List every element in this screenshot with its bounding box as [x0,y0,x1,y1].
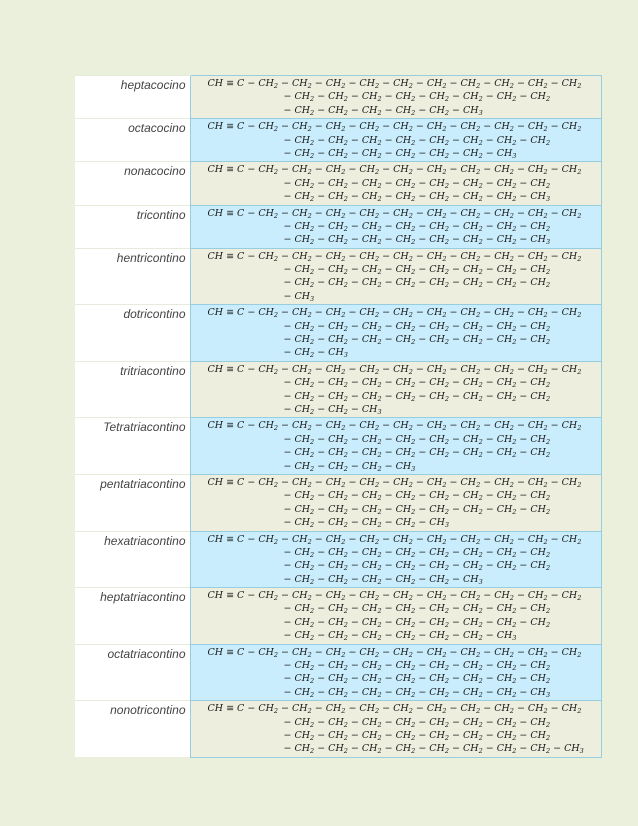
structural-formula [190,205,601,248]
structural-formula [190,474,601,531]
table-row [75,248,601,305]
compound-name: octacocino [75,119,190,162]
formula-line: − $CH_2 - CH_2 - CH_2 - CH_2 - CH_2 - CH_2 - CH_2 - CH_2$ [283,134,551,147]
alkyne-table [75,75,602,758]
formula-line: CH ≡ $C - CH_2 - CH_2 - CH_2 - CH_2 - CH_2 - CH_2 - CH_2 - CH_2 - CH_2 - CH_2$ [207,420,582,433]
formula-line: − $CH_2 - CH_2 - CH_2 - CH_2 - CH_2 - CH_2 - CH_2 - CH_2$ [283,264,551,277]
compound-name: tricontino [75,205,190,248]
formula-line: − $CH_2 - CH_2 - CH_2 - CH_2 - CH_2 - CH_2 - CH_2 - CH_2 - CH_3$ [283,743,584,756]
alkyne-table-body [75,76,601,758]
formula-line: CH ≡ $C - CH_2 - CH_2 - CH_2 - CH_2 - CH_2 - CH_2 - CH_2 - CH_2 - CH_2 - CH_2$ [207,476,582,489]
structural-formula [190,588,601,645]
alkyne-table-page [75,75,601,758]
formula-line: − $CH_2 - CH_2 - CH_2 - CH_2 - CH_2 - CH_3$ [283,573,483,586]
compound-name: nonotricontino [75,701,190,758]
table-row [75,205,601,248]
formula-line: − $CH_2 - CH_2 - CH_2 - CH_2 - CH_2 - CH_2 - CH_2 - CH_2$ [283,603,551,616]
formula-line: − $CH_2 - CH_2 - CH_2 - CH_2 - CH_2 - CH_2 - CH_2 - CH_2$ [283,390,551,403]
table-row [75,531,601,588]
compound-name: hexatriacontino [75,531,190,588]
formula-line: − $CH_3$ [283,290,315,303]
formula-line: − $CH_2 - CH_2 - CH_2 - CH_2 - CH_2 - CH_2 - CH_2 - CH_2$ [283,490,551,503]
formula-line: CH ≡ $C - CH_2 - CH_2 - CH_2 - CH_2 - CH_2 - CH_2 - CH_2 - CH_2 - CH_2 - CH_2$ [207,307,582,320]
formula-line: CH ≡ $C - CH_2 - CH_2 - CH_2 - CH_2 - CH_2 - CH_2 - CH_2 - CH_2 - CH_2 - CH_2$ [207,250,582,263]
formula-line: − $CH_2 - CH_2 - CH_3$ [283,403,382,416]
structural-formula [190,162,601,205]
compound-name: hentricontino [75,248,190,305]
compound-name: octatriacontino [75,644,190,701]
table-row [75,588,601,645]
formula-line: − $CH_2 - CH_3$ [283,347,348,360]
formula-line: CH ≡ $C - CH_2 - CH_2 - CH_2 - CH_2 - CH_2 - CH_2 - CH_2 - CH_2 - CH_2 - CH_2$ [207,646,582,659]
formula-line: − $CH_2 - CH_2 - CH_2 - CH_2 - CH_2 - CH_2 - CH_2 - CH_3$ [283,191,551,204]
formula-line: − $CH_2 - CH_2 - CH_2 - CH_2 - CH_2 - CH_2 - CH_2 - CH_2$ [283,503,551,516]
formula-line: − $CH_2 - CH_2 - CH_2 - CH_2 - CH_2 - CH_2 - CH_2 - CH_2$ [283,716,551,729]
table-row [75,305,601,362]
formula-line: − $CH_2 - CH_2 - CH_2 - CH_2 - CH_2 - CH_2 - CH_2 - CH_2$ [283,673,551,686]
formula-line: − $CH_2 - CH_2 - CH_2 - CH_2 - CH_2 - CH_2 - CH_3$ [283,147,517,160]
formula-line: − $CH_2 - CH_2 - CH_2 - CH_2 - CH_2 - CH_2 - CH_2 - CH_2$ [283,616,551,629]
table-row [75,119,601,162]
formula-line: − $CH_2 - CH_2 - CH_2 - CH_2 - CH_2 - CH_2 - CH_2 - CH_2$ [283,560,551,573]
formula-line: − $CH_2 - CH_2 - CH_2 - CH_2 - CH_2 - CH_2 - CH_2 - CH_2$ [283,277,551,290]
formula-line: − $CH_2 - CH_2 - CH_2 - CH_2 - CH_2 - CH_2 - CH_2 - CH_2$ [283,546,551,559]
compound-name: pentatriacontino [75,474,190,531]
structural-formula [190,76,601,119]
compound-name: tritriacontino [75,361,190,418]
formula-line: − $CH_2 - CH_2 - CH_2 - CH_2 - CH_2 - CH_2 - CH_2 - CH_2$ [283,729,551,742]
structural-formula [190,701,601,758]
structural-formula [190,418,601,475]
formula-line: − $CH_2 - CH_2 - CH_2 - CH_2 - CH_2 - CH_2 - CH_2 - CH_2$ [283,660,551,673]
table-row [75,361,601,418]
formula-line: − $CH_2 - CH_2 - CH_2 - CH_2 - CH_2 - CH_3$ [283,104,483,117]
structural-formula [190,361,601,418]
table-row [75,644,601,701]
compound-name: heptacocino [75,76,190,119]
compound-name: dotricontino [75,305,190,362]
formula-line: CH ≡ $C - CH_2 - CH_2 - CH_2 - CH_2 - CH_2 - CH_2 - CH_2 - CH_2 - CH_2 - CH_2$ [207,703,582,716]
formula-line: − $CH_2 - CH_2 - CH_2 - CH_2 - CH_2 - CH_2 - CH_2 - CH_2$ [283,377,551,390]
formula-line: − $CH_2 - CH_2 - CH_2 - CH_2 - CH_3$ [283,517,449,530]
compound-name: heptatriacontino [75,588,190,645]
formula-line: CH ≡ $C - CH_2 - CH_2 - CH_2 - CH_2 - CH_2 - CH_2 - CH_2 - CH_2 - CH_2 - CH_2$ [207,78,582,90]
structural-formula [190,248,601,305]
formula-line: CH ≡ $C - CH_2 - CH_2 - CH_2 - CH_2 - CH_2 - CH_2 - CH_2 - CH_2 - CH_2 - CH_2$ [207,533,582,546]
table-row [75,701,601,758]
structural-formula [190,305,601,362]
formula-line: − $CH_2 - CH_2 - CH_2 - CH_2 - CH_2 - CH_2 - CH_2 - CH_2$ [283,334,551,347]
table-row [75,76,601,119]
compound-name: nonacocino [75,162,190,205]
formula-line: − $CH_2 - CH_2 - CH_2 - CH_2 - CH_2 - CH_2 - CH_2 - CH_2$ [283,447,551,460]
compound-name: Tetratriacontino [75,418,190,475]
table-row [75,418,601,475]
structural-formula [190,644,601,701]
formula-line: − $CH_2 - CH_2 - CH_2 - CH_2 - CH_2 - CH_2 - CH_2 - CH_2$ [283,320,551,333]
structural-formula [190,119,601,162]
formula-line: CH ≡ $C - CH_2 - CH_2 - CH_2 - CH_2 - CH_2 - CH_2 - CH_2 - CH_2 - CH_2 - CH_2$ [207,363,582,376]
formula-line: CH ≡ $C - CH_2 - CH_2 - CH_2 - CH_2 - CH_2 - CH_2 - CH_2 - CH_2 - CH_2 - CH_2$ [207,164,582,177]
structural-formula [190,531,601,588]
formula-line: − $CH_2 - CH_2 - CH_2 - CH_2 - CH_2 - CH_2 - CH_2 - CH_2$ [283,433,551,446]
formula-line: CH ≡ $C - CH_2 - CH_2 - CH_2 - CH_2 - CH_2 - CH_2 - CH_2 - CH_2 - CH_2 - CH_2$ [207,207,582,220]
formula-line: − $CH_2 - CH_2 - CH_2 - CH_2 - CH_2 - CH_2 - CH_2 - CH_2$ [283,177,551,190]
table-row [75,162,601,205]
table-row [75,474,601,531]
formula-line: − $CH_2 - CH_2 - CH_2 - CH_3$ [283,460,416,473]
formula-line: CH ≡ $C - CH_2 - CH_2 - CH_2 - CH_2 - CH_2 - CH_2 - CH_2 - CH_2 - CH_2 - CH_2$ [207,121,582,134]
formula-line: − $CH_2 - CH_2 - CH_2 - CH_2 - CH_2 - CH_2 - CH_2 - CH_3$ [283,234,551,247]
formula-line: − $CH_2 - CH_2 - CH_2 - CH_2 - CH_2 - CH_2 - CH_2 - CH_3$ [283,686,551,699]
formula-line: CH ≡ $C - CH_2 - CH_2 - CH_2 - CH_2 - CH_2 - CH_2 - CH_2 - CH_2 - CH_2 - CH_2$ [207,590,582,603]
formula-line: − $CH_2 - CH_2 - CH_2 - CH_2 - CH_2 - CH_2 - CH_2 - CH_2$ [283,91,551,104]
formula-line: − $CH_2 - CH_2 - CH_2 - CH_2 - CH_2 - CH_2 - CH_2 - CH_2$ [283,220,551,233]
formula-line: − $CH_2 - CH_2 - CH_2 - CH_2 - CH_2 - CH_2 - CH_3$ [283,630,517,643]
